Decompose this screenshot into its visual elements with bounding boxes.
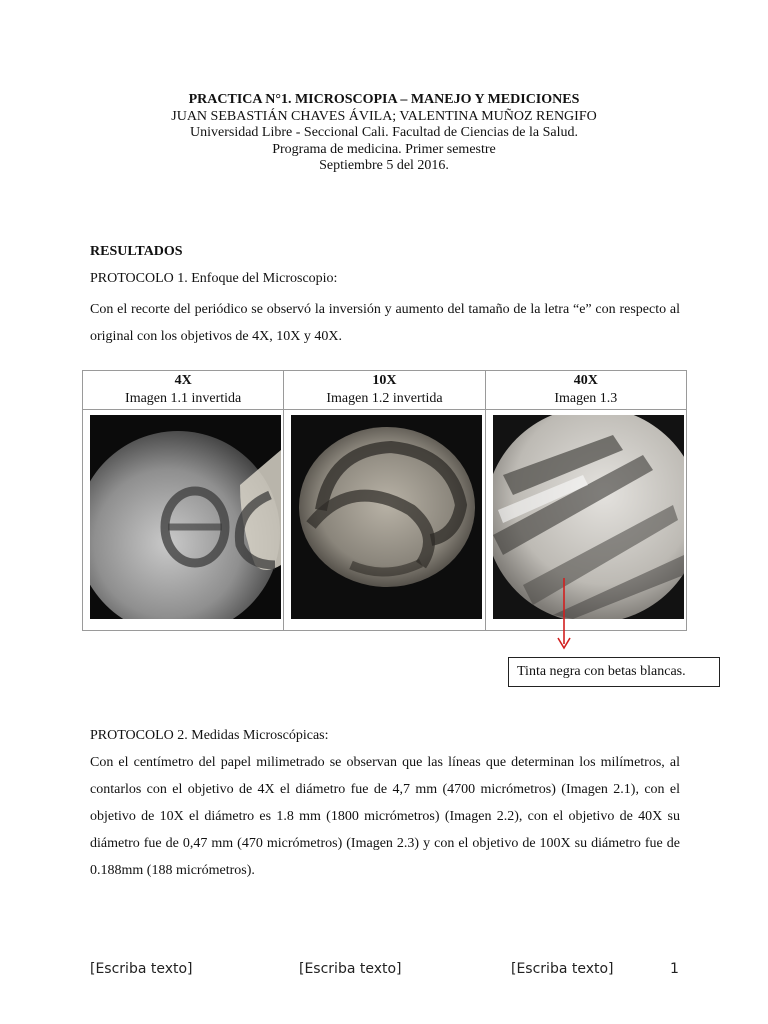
magnification-label: 40X	[573, 373, 598, 388]
table-header-cell	[83, 371, 284, 410]
image-caption: Imagen 1.1 invertida	[125, 391, 242, 406]
institution: Universidad Libre - Seccional Cali. Facultad de Ciencias de la Salud.	[190, 125, 578, 140]
arrow-down-icon	[556, 578, 572, 652]
image-caption: Imagen 1.2 invertida	[326, 391, 443, 406]
table-header-cell	[485, 371, 686, 410]
protocol2-paragraph: Con el centímetro del papel milimetrado se observan que las líneas que determinan los milímetros, al contarlos con el objetivo de 4X el diámetro fue de 4,7 mm (4700 micrómetros) (Imagen 2.1), con el objetivo de 10X el diámetro es 1.8 mm (1800 micrómetros) (Imagen 2.2), con el objetivo de 40X su diámetro fue de 0,47 mm (470 micrómetros) (Imagen 2.3) y con el objetivo de 100X su diámetro fue de 0.188mm (188 micrómetros).	[90, 755, 680, 878]
document-title: PRACTICA N°1. MICROSCOPIA – MANEJO Y MEDICIONES	[188, 92, 580, 107]
image-cell	[83, 410, 284, 631]
program: Programa de medicina. Primer semestre	[272, 141, 496, 157]
results-heading: RESULTADOS	[90, 244, 183, 259]
image-caption: Imagen 1.3	[554, 391, 618, 406]
authors: JUAN SEBASTIÁN CHAVES ÁVILA; VALENTINA MUÑOZ RENGIFO	[171, 108, 597, 124]
page-number: 1	[670, 961, 679, 977]
document-header	[0, 92, 768, 175]
micrograph-40x	[493, 415, 684, 619]
micrograph-4x	[90, 415, 281, 619]
microscope-images-table	[82, 370, 687, 631]
footer-center-placeholder[interactable]: [Escriba texto]	[299, 961, 402, 977]
micrograph-10x	[291, 415, 482, 619]
image-cell	[485, 410, 686, 631]
page-footer	[0, 961, 768, 981]
magnification-label: 4X	[174, 373, 192, 388]
footer-left-placeholder[interactable]: [Escriba texto]	[90, 961, 193, 977]
date: Septiembre 5 del 2016.	[319, 158, 449, 173]
protocol1-title: PROTOCOLO 1. Enfoque del Microscopio:	[90, 271, 338, 286]
magnification-label: 10X	[372, 373, 397, 388]
annotation-box: Tinta negra con betas blancas.	[508, 657, 720, 687]
footer-right-placeholder[interactable]: [Escriba texto]	[511, 961, 614, 977]
image-cell	[284, 410, 485, 631]
protocol1-paragraph: Con el recorte del periódico se observó la inversión y aumento del tamaño de la letra “e” con respecto al original con los objetivos de 4X, 10X y 40X.	[90, 302, 680, 344]
table-header-cell	[284, 371, 485, 410]
protocol2-title: PROTOCOLO 2. Medidas Microscópicas:	[90, 728, 329, 743]
